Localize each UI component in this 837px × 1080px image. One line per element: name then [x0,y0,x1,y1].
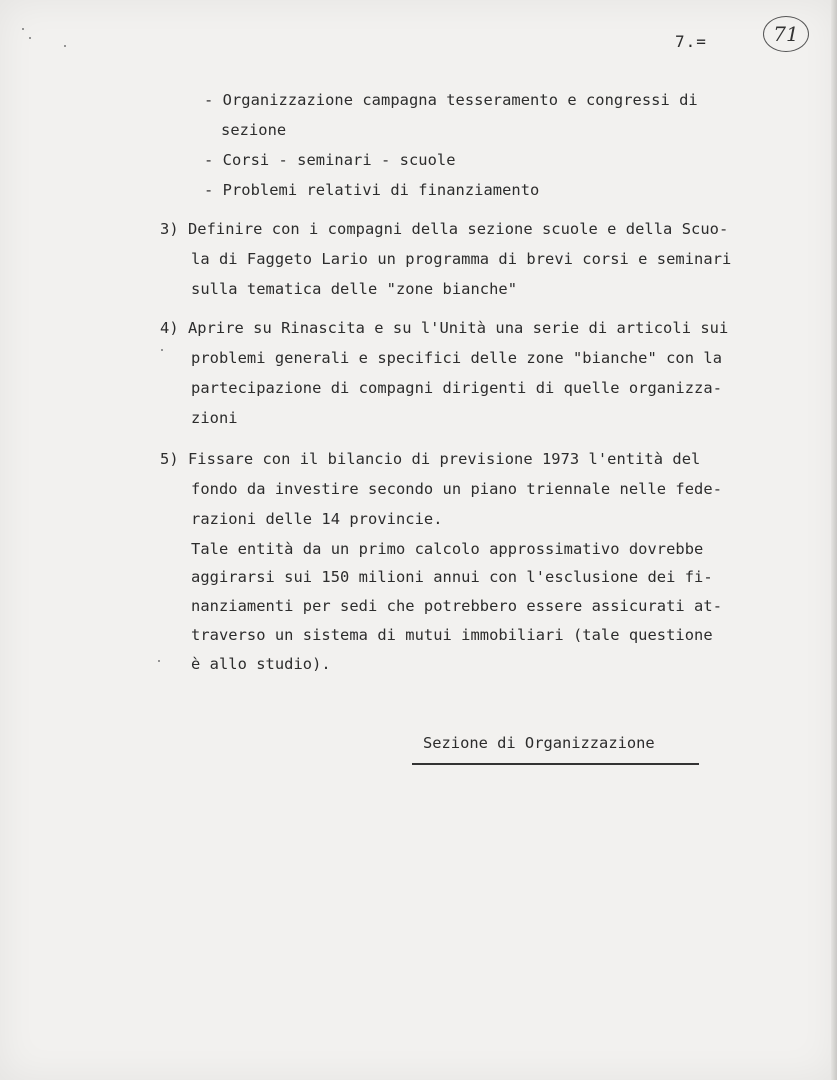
item-5-line: Tale entità da un primo calcolo approssimativo dovrebbe [191,540,704,558]
speck [22,28,24,30]
page-number: 7.= [675,32,707,51]
item-4-line: partecipazione di compagni dirigenti di quelle organizza- [191,379,723,397]
signature: Sezione di Organizzazione [423,734,655,752]
speck [158,660,160,662]
speck [64,45,66,47]
item-3-line: la di Faggeto Lario un programma di brevi corsi e seminari [191,250,732,268]
page-edge [831,0,837,1080]
bullet-line: sezione [221,121,287,139]
item-4-line: problemi generali e specifici delle zone "bianche" con la [191,349,723,367]
bullet-line: - Corsi - seminari - scuole [204,151,456,169]
speck [29,37,31,39]
item-5-line: aggirarsi sui 150 milioni annui con l'esclusione dei fi- [191,568,713,586]
bullet-line: - Organizzazione campagna tesseramento e congressi di [204,91,698,109]
item-3-line: 3) Definire con i compagni della sezione scuole e della Scuo- [160,220,729,238]
item-5-line: fondo da investire secondo un piano triennale nelle fede- [191,480,723,498]
speck [161,349,163,351]
item-4-line: 4) Aprire su Rinascita e su l'Unità una serie di articoli sui [160,319,729,337]
item-4-line: zioni [191,409,238,427]
item-5-line: è allo studio). [191,655,331,673]
item-5-line: nanziamenti per sedi che potrebbero essere assicurati at- [191,597,723,615]
bullet-line: - Problemi relativi di finanziamento [204,181,540,199]
item-5-line: razioni delle 14 provincie. [191,510,443,528]
archive-stamp: 71 [763,16,809,52]
signature-underline [412,763,699,765]
item-3-line: sulla tematica delle "zone bianche" [191,280,518,298]
item-5-line: traverso un sistema di mutui immobiliari (tale questione [191,626,713,644]
item-5-line: 5) Fissare con il bilancio di previsione 1973 l'entità del [160,450,701,468]
